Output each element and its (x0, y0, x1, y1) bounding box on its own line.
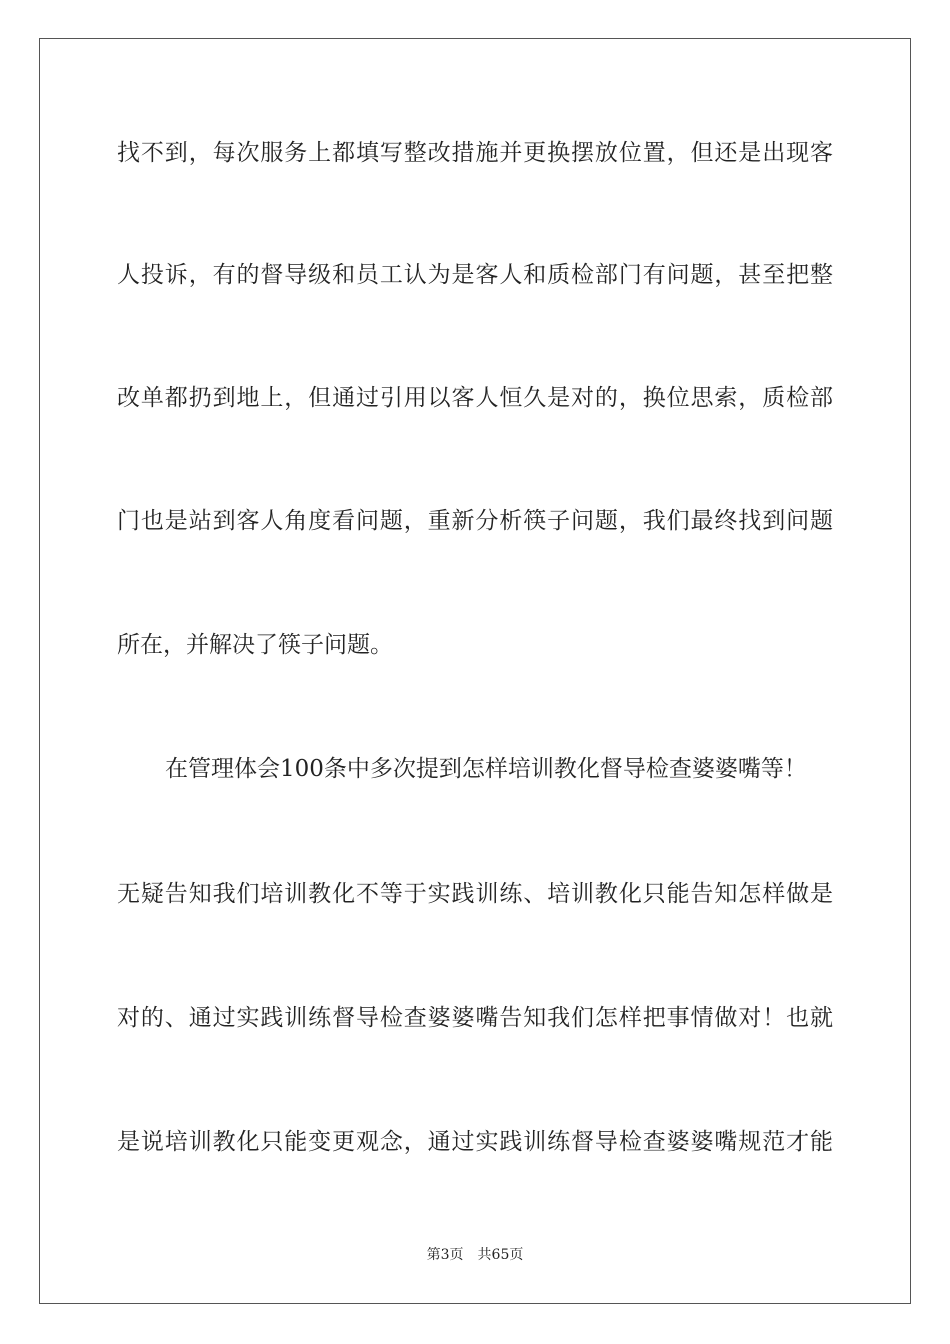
paragraph-line: 对的、通过实践训练督导检查婆婆嘴告知我们怎样把事情做对！也就 (117, 1005, 833, 1031)
page-border (39, 38, 911, 1304)
paragraph-line: 在管理体会100条中多次提到怎样培训教化督导检查婆婆嘴等！ (165, 756, 807, 782)
page-footer (0, 1246, 950, 1264)
paragraph-line: 是说培训教化只能变更观念，通过实践训练督导检查婆婆嘴规范才能 (117, 1129, 833, 1155)
paragraph-line: 所在，并解决了筷子问题。 (117, 632, 393, 658)
paragraph-line: 找不到，每次服务上都填写整改措施并更换摆放位置，但还是出现客 (117, 140, 833, 166)
page-number: 第3页 (426, 1247, 464, 1263)
page-total: 共65页 (477, 1247, 524, 1263)
paragraph-line: 改单都扔到地上，但通过引用以客人恒久是对的，换位思索，质检部 (117, 385, 833, 411)
paragraph-line: 无疑告知我们培训教化不等于实践训练、培训教化只能告知怎样做是 (117, 881, 833, 907)
paragraph-line: 人投诉，有的督导级和员工认为是客人和质检部门有问题，甚至把整 (117, 262, 833, 288)
paragraph-line: 门也是站到客人角度看问题，重新分析筷子问题，我们最终找到问题 (117, 508, 833, 534)
